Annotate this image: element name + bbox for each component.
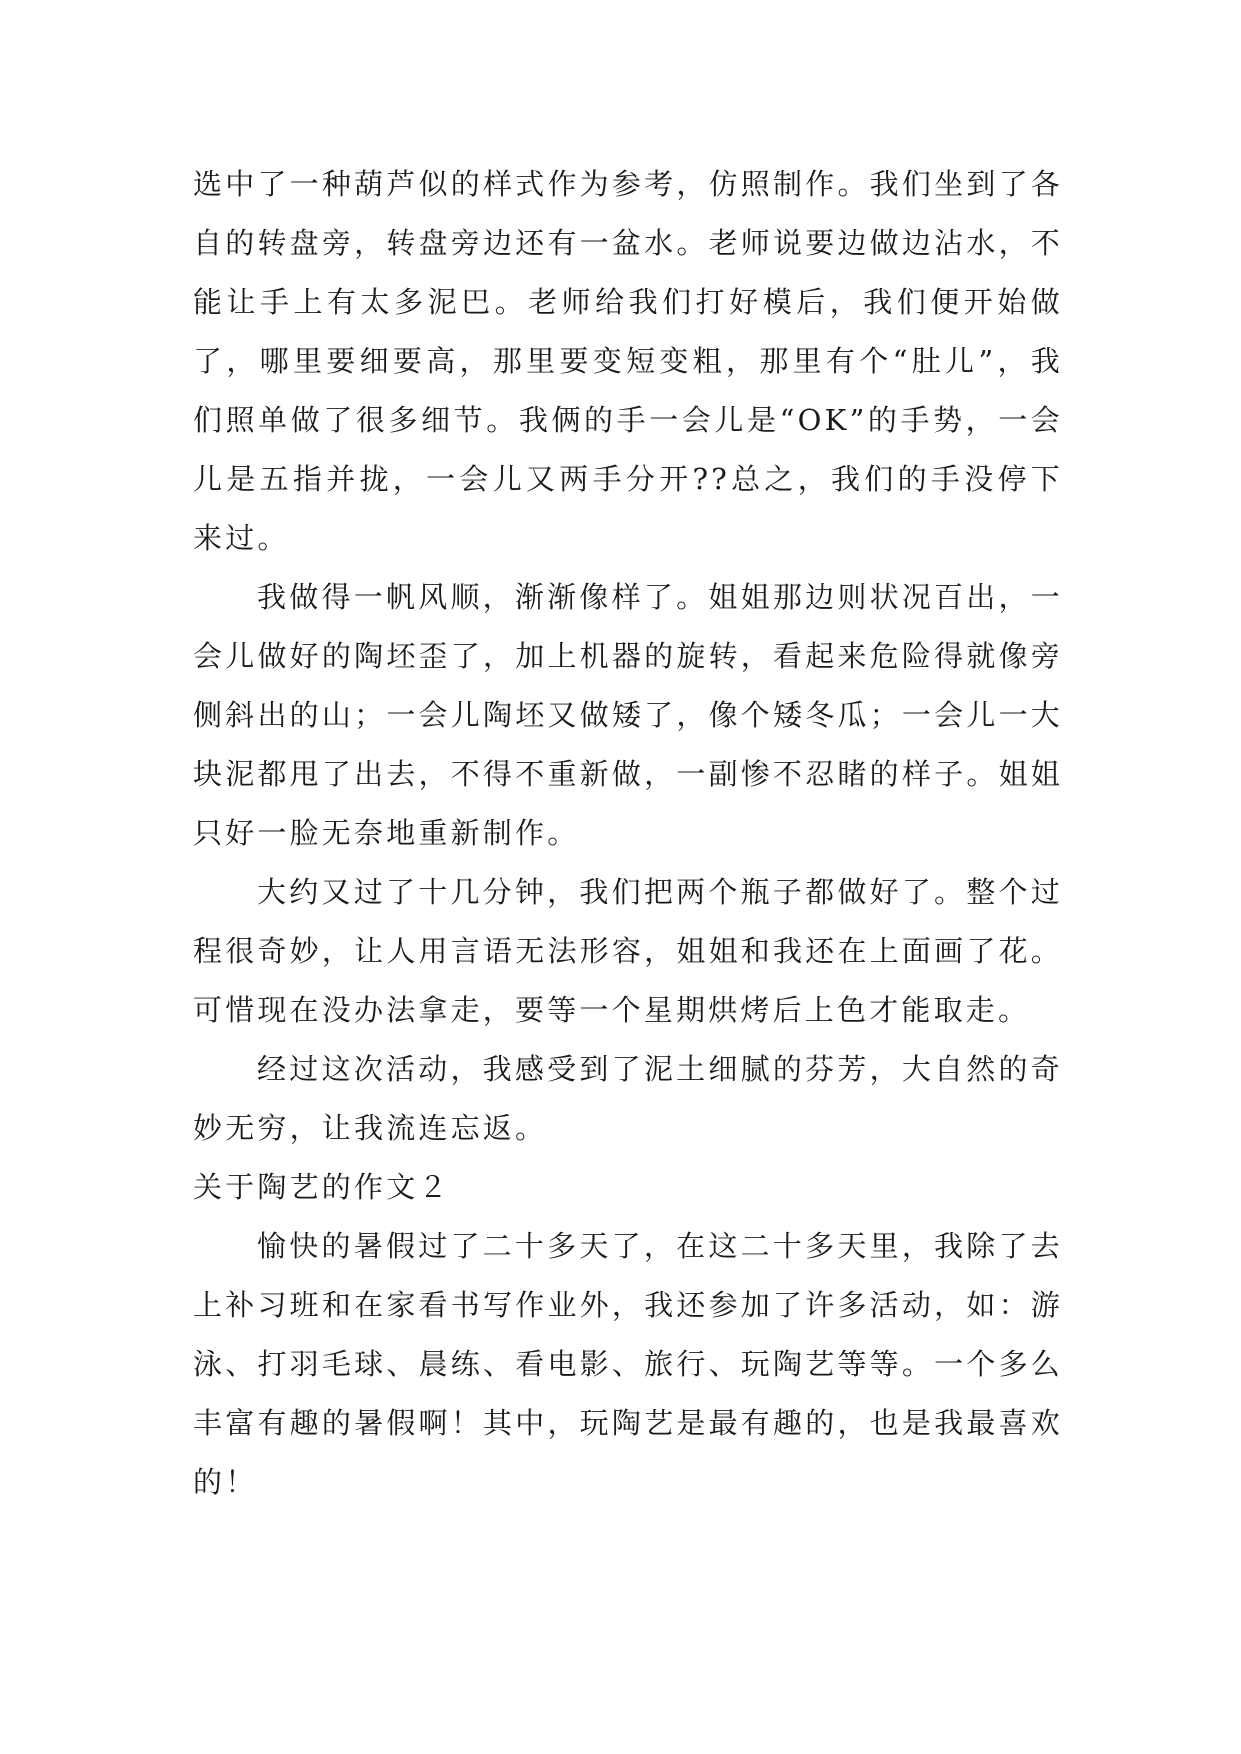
paragraph: 我做得一帆风顺，渐渐像样了。姐姐那边则状况百出，一会儿做好的陶坯歪了，加上机器的旋转，看起来危险得就像旁侧斜出的山；一会儿陶坯又做矮了，像个矮冬瓜；一会儿一大块泥都甩了出去，不得不重新做，一副惨不忍睹的样子。姐姐只好一脸无奈地重新制作。: [193, 580, 1063, 850]
document-body: [193, 155, 1063, 1512]
section-heading: 关于陶艺的作文２: [193, 1170, 451, 1204]
paragraph: 愉快的暑假过了二十多天了，在这二十多天里，我除了去上补习班和在家看书写作业外，我还参加了许多活动，如：游泳、打羽毛球、晨练、看电影、旅行、玩陶艺等等。一个多么丰富有趣的暑假啊！其中，玩陶艺是最有趣的，也是我最喜欢的！: [193, 1229, 1063, 1499]
paragraph: 大约又过了十几分钟，我们把两个瓶子都做好了。整个过程很奇妙，让人用言语无法形容，姐姐和我还在上面画了花。可惜现在没办法拿走，要等一个星期烘烤后上色才能取走。: [193, 875, 1063, 1027]
paragraph: 经过这次活动，我感受到了泥土细腻的芬芳，大自然的奇妙无穷，让我流连忘返。: [193, 1052, 1063, 1145]
paragraph-continued: 选中了一种葫芦似的样式作为参考，仿照制作。我们坐到了各自的转盘旁，转盘旁边还有一盆水。老师说要边做边沾水，不能让手上有太多泥巴。老师给我们打好模后，我们便开始做了，哪里要细要高，那里要变短变粗，那里有个“肚儿”，我们照单做了很多细节。我俩的手一会儿是“OK”的手势，一会儿是五指并拢，一会儿又两手分开??总之，我们的手没停下来过。: [193, 167, 1063, 555]
